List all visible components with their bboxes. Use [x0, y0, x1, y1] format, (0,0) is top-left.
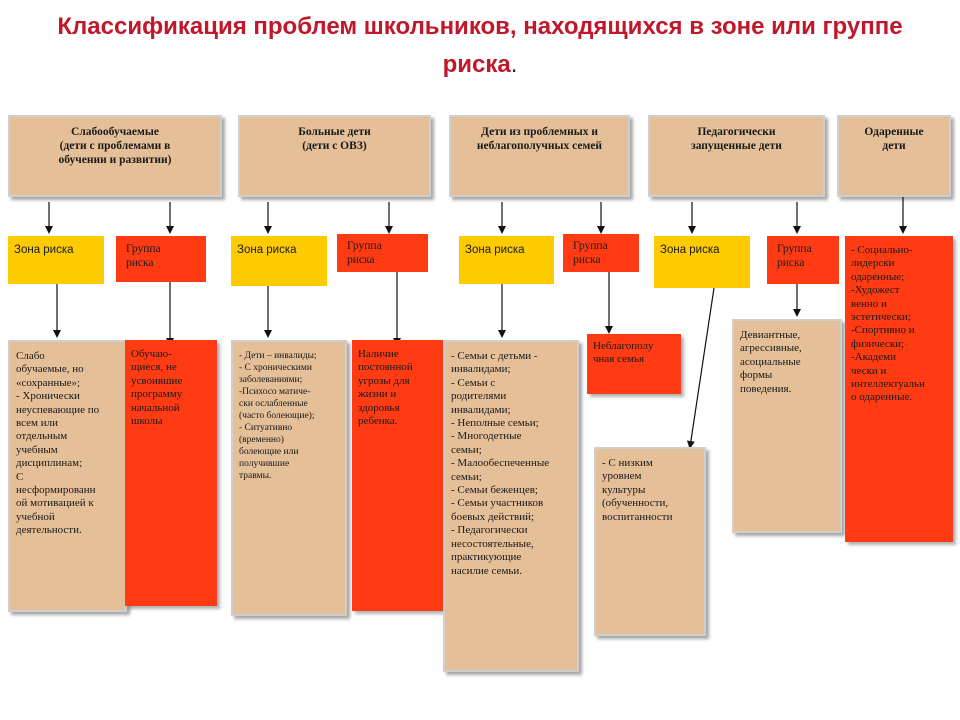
- detail-neglect-group-text: Девиантные, агрессивные, асоциальные формы поведения.: [740, 329, 802, 395]
- zone-risk-sick-label: Зона риска: [237, 244, 297, 256]
- detail-sick-group-text: Наличие постоянной угрозы для жизни и здоровья ребенка.: [358, 348, 413, 428]
- group-risk-weak-label: Группа риска: [126, 243, 161, 269]
- zone-risk-weak: [8, 236, 104, 284]
- header-problem-families-text: Дети из проблемных и неблагополучных семей: [476, 126, 603, 152]
- header-gifted-children-text: Одаренные дети: [864, 126, 924, 152]
- header-neglected-children: [648, 115, 825, 197]
- arrow-neglect-zone-detail: [690, 288, 714, 447]
- zone-risk-neglect-label: Зона риска: [660, 244, 720, 256]
- header-weak-learners-text: Слабообучаемые (дети с проблемами в обучении и развитии): [58, 126, 172, 166]
- detail-family-group-text: Неблагополу чная семья: [593, 340, 654, 366]
- zone-risk-family: [459, 236, 554, 284]
- zone-risk-neglect: [654, 236, 750, 288]
- group-risk-neglect: [767, 236, 839, 284]
- header-sick-children-text: Больные дети (дети с ОВЗ): [298, 126, 371, 152]
- detail-sick-group: [352, 340, 444, 611]
- group-risk-sick: [337, 234, 428, 272]
- zone-risk-sick: [231, 236, 327, 286]
- header-problem-families: [449, 115, 630, 197]
- detail-weak-zone: [8, 340, 127, 612]
- detail-family-group: [587, 334, 681, 394]
- detail-sick-zone: [231, 340, 347, 616]
- header-weak-learners: [8, 115, 222, 197]
- header-neglected-children-text: Педагогически запущенные дети: [691, 126, 782, 152]
- header-sick-children: [238, 115, 431, 197]
- detail-family-zone-text: - Семьи с детьми - инвалидами; - Семьи с родителями инвалидами; - Неполные семьи; - Многодетные семьи; - Малообеспеченные семьи; - Семьи беженцев; - Семьи участников боевых действий; - Педагогически несостоятельные, практикующие насилие семьи.: [451, 350, 550, 577]
- title-dot: .: [510, 51, 518, 78]
- detail-weak-group-text: Обучаю- щиеся, не усвоившие программу начальной школы: [131, 348, 183, 428]
- title-text: Классификация проблем школьников, находящихся в зоне или группе риска: [57, 13, 903, 78]
- group-risk-neglect-label: Группа риска: [777, 243, 812, 269]
- detail-gifted-text: - Социально- лидерски одаренные; -Художест венно и эстетически; -Спортивно и физически; -Академи чески и интеллектуальн о одаренные.: [851, 244, 925, 404]
- detail-neglect-zone-text: - С низким уровнем культуры (обученности, воспитанности: [602, 457, 673, 523]
- group-risk-weak: [116, 236, 206, 282]
- detail-gifted: [845, 236, 953, 542]
- group-risk-family-label: Группа риска: [573, 240, 608, 266]
- group-risk-sick-label: Группа риска: [347, 240, 382, 266]
- detail-weak-zone-text: Слабо обучаемые, но «сохранные»; - Хронически неуспевающие по всем или отдельным учебным дисциплинам; С несформированн ой мотивацией к учебной деятельности.: [16, 350, 100, 537]
- zone-risk-family-label: Зона риска: [465, 244, 525, 256]
- detail-neglect-group: [732, 319, 842, 533]
- header-gifted-children: [837, 115, 951, 197]
- detail-family-zone: [443, 340, 579, 672]
- group-risk-family: [563, 234, 639, 272]
- detail-sick-zone-text: - Дети – инвалиды; - С хроническими заболеваниями; -Психосо матиче- ски ослабленные (часто болеющие); - Ситуативно (временно) болеющие или получившие травмы.: [239, 351, 317, 481]
- detail-neglect-zone: [594, 447, 706, 636]
- detail-weak-group: [125, 340, 217, 606]
- zone-risk-weak-label: Зона риска: [14, 244, 74, 256]
